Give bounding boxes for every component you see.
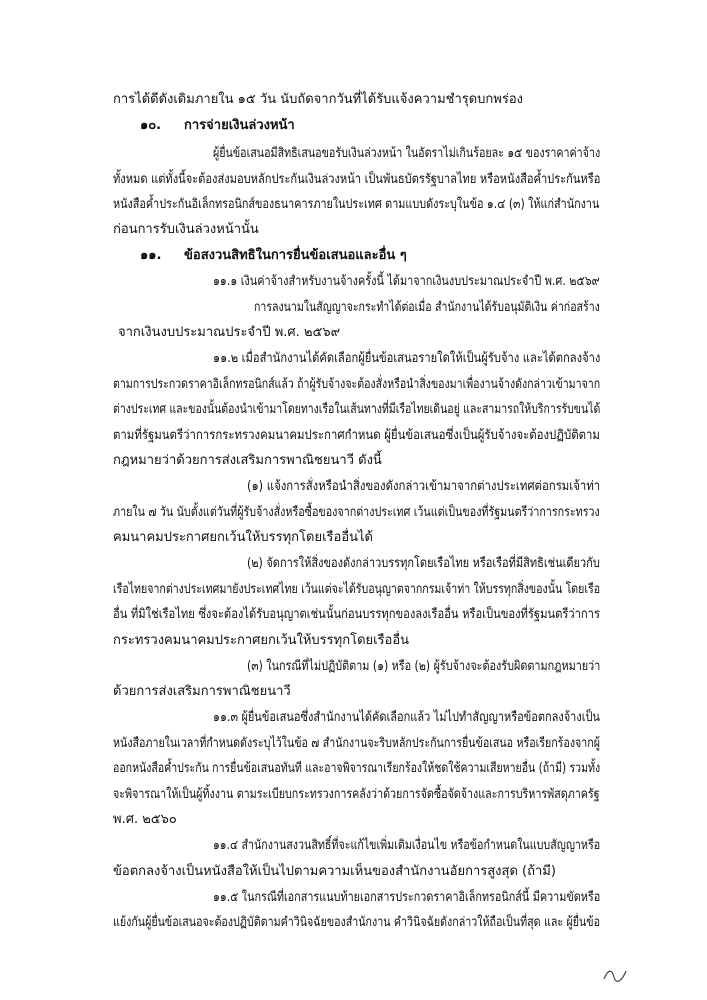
item-2-line: อื่น ที่มิใช่เรือไทย ซึ่งจะต้องได้รับอนุญาตเช่นนั้นก่อนบรรทุกของลงเรืออื่น หรือเป็นของที่รัฐมนตรีว่าการ — [113, 607, 600, 622]
item-1-line: ภายใน ๗ วัน นับตั้งแต่วันที่ผู้รับจ้างสั่งหรือซื้อของจากต่างประเทศ เว้นแต่เป็นของที่รัฐมนตรีว่าการกระทรวง — [113, 505, 600, 520]
clause-11-3-line: ๑๑.๓ ผู้ยื่นข้อเสนอซึ่งสำนักงานได้คัดเลือกแล้ว ไม่ไปทำสัญญาหรือข้อตกลงจ้างเป็น — [213, 710, 600, 725]
item-1-line: คมนาคมประกาศยกเว้นให้บรรทุกโดยเรืออื่นได้ — [113, 530, 373, 545]
clause-11-2-line: กฎหมายว่าด้วยการส่งเสริมการพาณิชยนาวี ดังนี้ — [113, 453, 382, 468]
section-10-number: ๑๐. — [140, 118, 162, 133]
opening-line: การได้ดีดังเดิมภายใน ๑๕ วัน นับถัดจากวันที่ได้รับแจ้งความชำรุดบกพร่อง — [113, 92, 524, 107]
section-10-line: ก่อนการรับเงินล่วงหน้านั้น — [113, 222, 259, 237]
clause-11-1-line: จากเงินงบประมาณประจำปี พ.ศ. ๒๕๖๙ — [118, 325, 341, 340]
clause-11-4-line: ๑๑.๔ สำนักงานสงวนสิทธิ์ที่จะแก้ไขเพิ่มเติมเงื่อนไข หรือข้อกำหนดในแบบสัญญาหรือ — [213, 838, 601, 853]
item-2-line: เรือไทยจากต่างประเทศมายังประเทศไทย เว้นแต่จะได้รับอนุญาตจากกรมเจ้าท่า ให้บรรทุกสิ่งของนั้น โดยเรือ — [113, 582, 601, 597]
clause-11-1-line: การลงนามในสัญญาจะกระทำได้ต่อเมื่อ สำนักงานได้รับอนุมัติเงิน ค่าก่อสร้าง — [254, 300, 600, 315]
clause-11-2-line: ตามการประกวดราคาอิเล็กทรอนิกส์แล้ว ถ้าผู้รับจ้างจะต้องสั่งหรือนำสิ่งของมาเพื่องานจ้างดังกล่าวเข้ามาจาก — [113, 377, 601, 392]
clause-11-1-line: ๑๑.๑ เงินค่าจ้างสำหรับงานจ้างครั้งนี้ ได้มาจากเงินงบประมาณประจำปี พ.ศ. ๒๕๖๙ — [213, 274, 600, 289]
clause-11-2-line: ต่างประเทศ และของนั้นต้องนำเข้ามาโดยทางเรือในเส้นทางที่มีเรือไทยเดินอยู่ และสามารถให้บริการรับขนได้ — [113, 402, 601, 417]
clause-11-3-line: จะพิจารณาให้เป็นผู้ทิ้งงาน ตามระเบียบกระทรวงการคลังว่าด้วยการจัดซื้อจัดจ้างและการบริหารพัสดุภาครัฐ — [113, 787, 600, 802]
clause-11-4-line: ข้อตกลงจ้างเป็นหนังสือให้เป็นไปตามความเห็นของสำนักงานอัยการสูงสุด (ถ้ามี) — [113, 864, 556, 879]
clause-11-2-line: ๑๑.๒ เมื่อสำนักงานได้คัดเลือกผู้ยื่นข้อเสนอรายใดให้เป็นผู้รับจ้าง และได้ตกลงจ้าง — [213, 351, 601, 366]
item-2-line: กระทรวงคมนาคมประกาศยกเว้นให้บรรทุกโดยเรืออื่น — [113, 633, 410, 648]
item-3-line: ด้วยการส่งเสริมการพาณิชยนาวี — [113, 684, 291, 699]
item-3-line: (๓) ในกรณีที่ไม่ปฏิบัติตาม (๑) หรือ (๒) ผู้รับจ้างจะต้องรับผิดตามกฎหมายว่า — [247, 659, 601, 674]
item-1-line: (๑) แจ้งการสั่งหรือนำสิ่งของดังกล่าวเข้ามาจากต่างประเทศต่อกรมเจ้าท่า — [247, 479, 601, 494]
section-10-line: ทั้งหมด แต่ทั้งนี้จะต้องส่งมอบหลักประกันเงินล่วงหน้า เป็นพันธบัตรรัฐบาลไทย หรือหนังสือค้ำประกันหรือ — [113, 172, 601, 187]
section-10-line: ผู้ยื่นข้อเสนอมีสิทธิเสนอขอรับเงินล่วงหน้า ในอัตราไม่เกินร้อยละ ๑๕ ของราคาค่าจ้าง — [213, 146, 601, 161]
clause-11-3-line: ออกหนังสือค้ำประกัน การยื่นข้อเสนอทันที และอาจพิจารณาเรียกร้องให้ชดใช้ความเสียหายอื่น (ถ้ามี) รวมทั้ง — [113, 761, 601, 776]
section-11-number: ๑๑. — [140, 248, 162, 263]
item-2-line: (๒) จัดการให้สิ่งของดังกล่าวบรรทุกโดยเรือไทย หรือเรือที่มีสิทธิเช่นเดียวกับ — [247, 556, 600, 571]
clause-11-5-line: ๑๑.๕ ในกรณีที่เอกสารแนบท้ายเอกสารประกวดราคาอิเล็กทรอนิกส์นี้ มีความขัดหรือ — [213, 890, 601, 905]
initial-signature-mark — [600, 965, 630, 985]
clause-11-3-line: พ.ศ. ๒๕๖๐ — [113, 812, 177, 827]
section-11-heading: ข้อสงวนสิทธิในการยื่นข้อเสนอและอื่น ๆ — [184, 248, 407, 263]
clause-11-3-line: หนังสือภายในเวลาที่กำหนดดังระบุไว้ในข้อ ๗ สำนักงานจะริบหลักประกันการยื่นข้อเสนอ หรือเรียกร้องจากผู้ — [113, 736, 600, 751]
section-10-line: หนังสือค้ำประกันอิเล็กทรอนิกส์ของธนาคารภายในประเทศ ตามแบบดังระบุในข้อ ๑.๔ (๓) ให้แก่สำนักงาน — [113, 197, 600, 212]
section-10-heading: การจ่ายเงินล่วงหน้า — [184, 118, 295, 133]
clause-11-5-line: แย้งกันผู้ยื่นข้อเสนอจะต้องปฏิบัติตามคำวินิจฉัยของสำนักงาน คำวินิจฉัยดังกล่าวให้ถือเป็นที่สุด และ ผู้ยื่นข้อ — [113, 915, 601, 930]
clause-11-2-line: ตามที่รัฐมนตรีว่าการกระทรวงคมนาคมประกาศกำหนด ผู้ยื่นข้อเสนอซึ่งเป็นผู้รับจ้างจะต้องปฏิบัติตาม — [113, 428, 600, 443]
